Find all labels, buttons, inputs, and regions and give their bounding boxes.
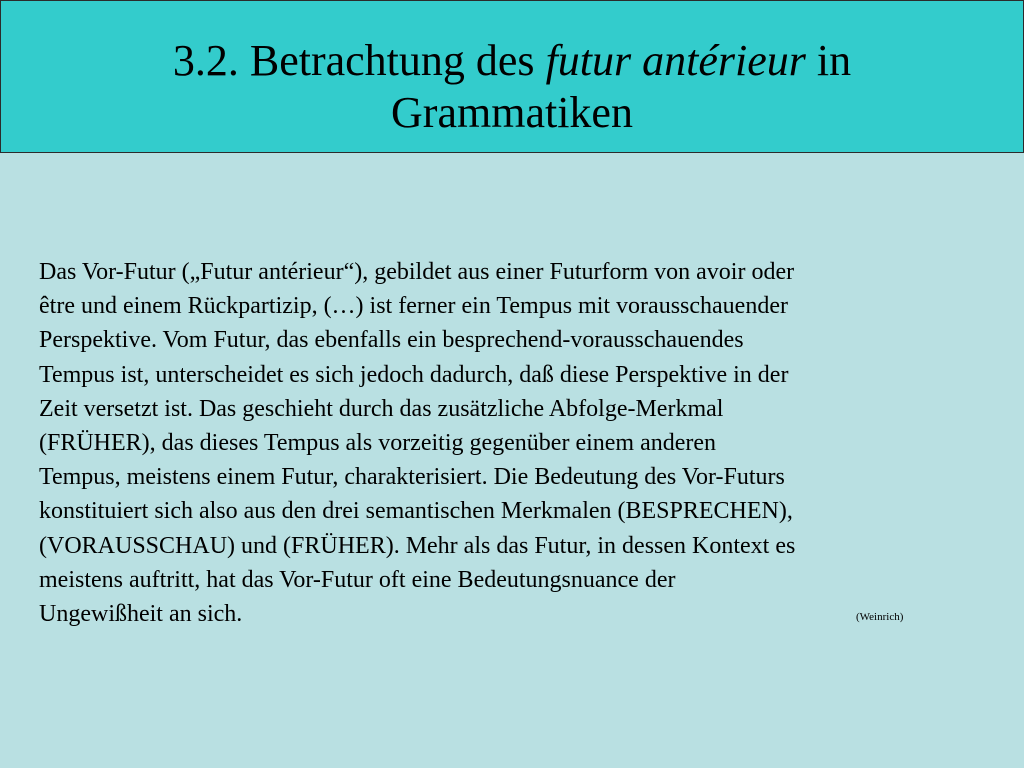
title-text-part2: in bbox=[805, 36, 852, 85]
body-line: konstituiert sich also aus den drei semantischen Merkmalen (BESPRECHEN), bbox=[39, 498, 793, 525]
body-line: Tempus, meistens einem Futur, charakterisiert. Die Bedeutung des Vor-Futurs bbox=[39, 464, 785, 491]
body-line: Das Vor-Futur („Futur antérieur“), gebildet aus einer Futurform von avoir oder bbox=[39, 259, 795, 285]
title-text-italic: futur antérieur bbox=[545, 36, 806, 85]
body-line: (VORAUSSCHAU) und (FRÜHER). Mehr als das Futur, in dessen Kontext es bbox=[39, 532, 796, 559]
body-line: meistens auftritt, hat das Vor-Futur oft eine Bedeutungsnuance der bbox=[39, 566, 676, 593]
source-citation: (Weinrich) bbox=[856, 611, 904, 623]
slide-title bbox=[1, 35, 1023, 139]
body-line: Tempus ist, unterscheidet es sich jedoch dadurch, daß diese Perspektive in der bbox=[39, 361, 789, 388]
body-line: Perspektive. Vom Futur, das ebenfalls ein besprechend-vorausschauendes bbox=[39, 327, 744, 354]
title-text-part1: 3.2. Betrachtung des bbox=[172, 36, 546, 85]
quote-body bbox=[39, 255, 949, 631]
title-text-line2: Grammatiken bbox=[391, 88, 633, 137]
body-line: Ungewißheit an sich. bbox=[39, 601, 243, 628]
body-line: être und einem Rückpartizip, (…) ist ferner ein Tempus mit vorausschauender bbox=[39, 293, 788, 320]
body-line: Zeit versetzt ist. Das geschieht durch das zusätzliche Abfolge-Merkmal bbox=[39, 395, 724, 422]
body-line: (FRÜHER), das dieses Tempus als vorzeitig gegenüber einem anderen bbox=[39, 430, 717, 457]
title-bar bbox=[0, 0, 1024, 153]
